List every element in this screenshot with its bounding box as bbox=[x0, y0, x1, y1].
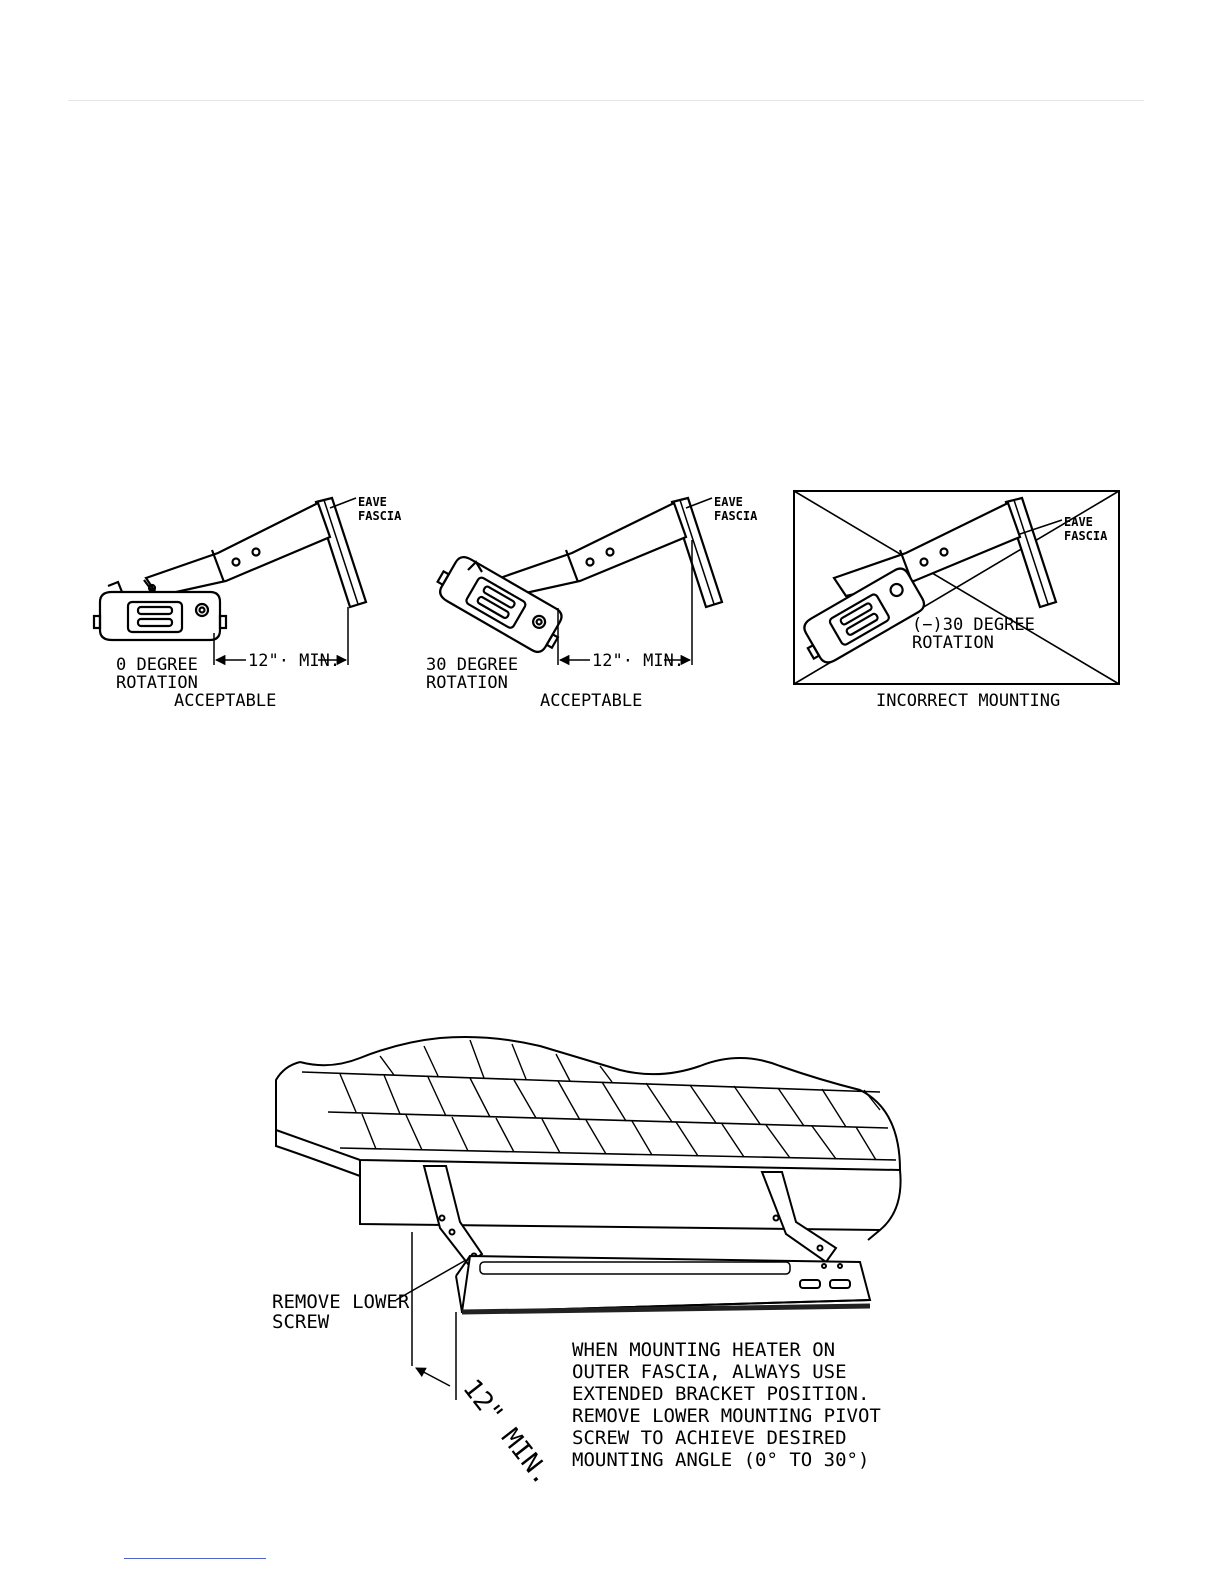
footer-link-underline bbox=[124, 1558, 266, 1559]
panel-incorrect-verdict: INCORRECT MOUNTING bbox=[876, 691, 1061, 711]
panel-30-verdict: ACCEPTABLE bbox=[540, 691, 643, 711]
remove-screw-label-line2: SCREW bbox=[272, 1311, 330, 1333]
heater-unit bbox=[462, 1256, 870, 1312]
panel-incorrect-eave-label-line1: EAVE bbox=[1064, 515, 1093, 529]
panel-30-degree bbox=[432, 498, 722, 665]
panel-0-eave-label-line2: FASCIA bbox=[358, 509, 402, 523]
note-line-4: REMOVE LOWER MOUNTING PIVOT bbox=[572, 1405, 881, 1427]
panel-0-verdict: ACCEPTABLE bbox=[174, 691, 277, 711]
panel-30-dimension: 12"· MIN. bbox=[592, 651, 685, 671]
mounting-bracket bbox=[500, 503, 686, 596]
note-line-6: MOUNTING ANGLE (0° TO 30°) bbox=[572, 1449, 870, 1471]
note-line-1: WHEN MOUNTING HEATER ON bbox=[572, 1339, 836, 1361]
note-line-2: OUTER FASCIA, ALWAYS USE bbox=[572, 1361, 847, 1383]
left-bracket bbox=[424, 1166, 482, 1264]
panel-incorrect-rotation-line2: ROTATION bbox=[912, 633, 994, 653]
panel-0-rotation-line1: 0 DEGREE bbox=[116, 655, 198, 675]
bottom-dimension-label: 12" MIN. bbox=[456, 1373, 558, 1491]
panel-30-rotation-line1: 30 DEGREE bbox=[426, 655, 519, 675]
note-line-3: EXTENDED BRACKET POSITION. bbox=[572, 1383, 870, 1405]
mounting-bracket bbox=[146, 503, 330, 596]
panel-30-eave-label-line1: EAVE bbox=[714, 495, 743, 509]
panel-0-rotation-line2: ROTATION bbox=[116, 673, 198, 693]
panel-0-degree bbox=[94, 498, 366, 665]
roof-shingles bbox=[340, 1040, 880, 1160]
panel-30-eave-label-line2: FASCIA bbox=[714, 509, 758, 523]
mounting-bracket bbox=[834, 503, 1020, 596]
note-line-5: SCREW TO ACHIEVE DESIRED bbox=[572, 1427, 847, 1449]
panel-30-rotation-line2: ROTATION bbox=[426, 673, 508, 693]
remove-screw-label-line1: REMOVE LOWER bbox=[272, 1291, 410, 1313]
panel-0-dimension: 12"· MIN. bbox=[248, 651, 341, 671]
panel-0-eave-label-line1: EAVE bbox=[358, 495, 387, 509]
panel-incorrect-eave-label-line2: FASCIA bbox=[1064, 529, 1108, 543]
panel-incorrect-rotation-line1: (−)30 DEGREE bbox=[912, 615, 1035, 635]
